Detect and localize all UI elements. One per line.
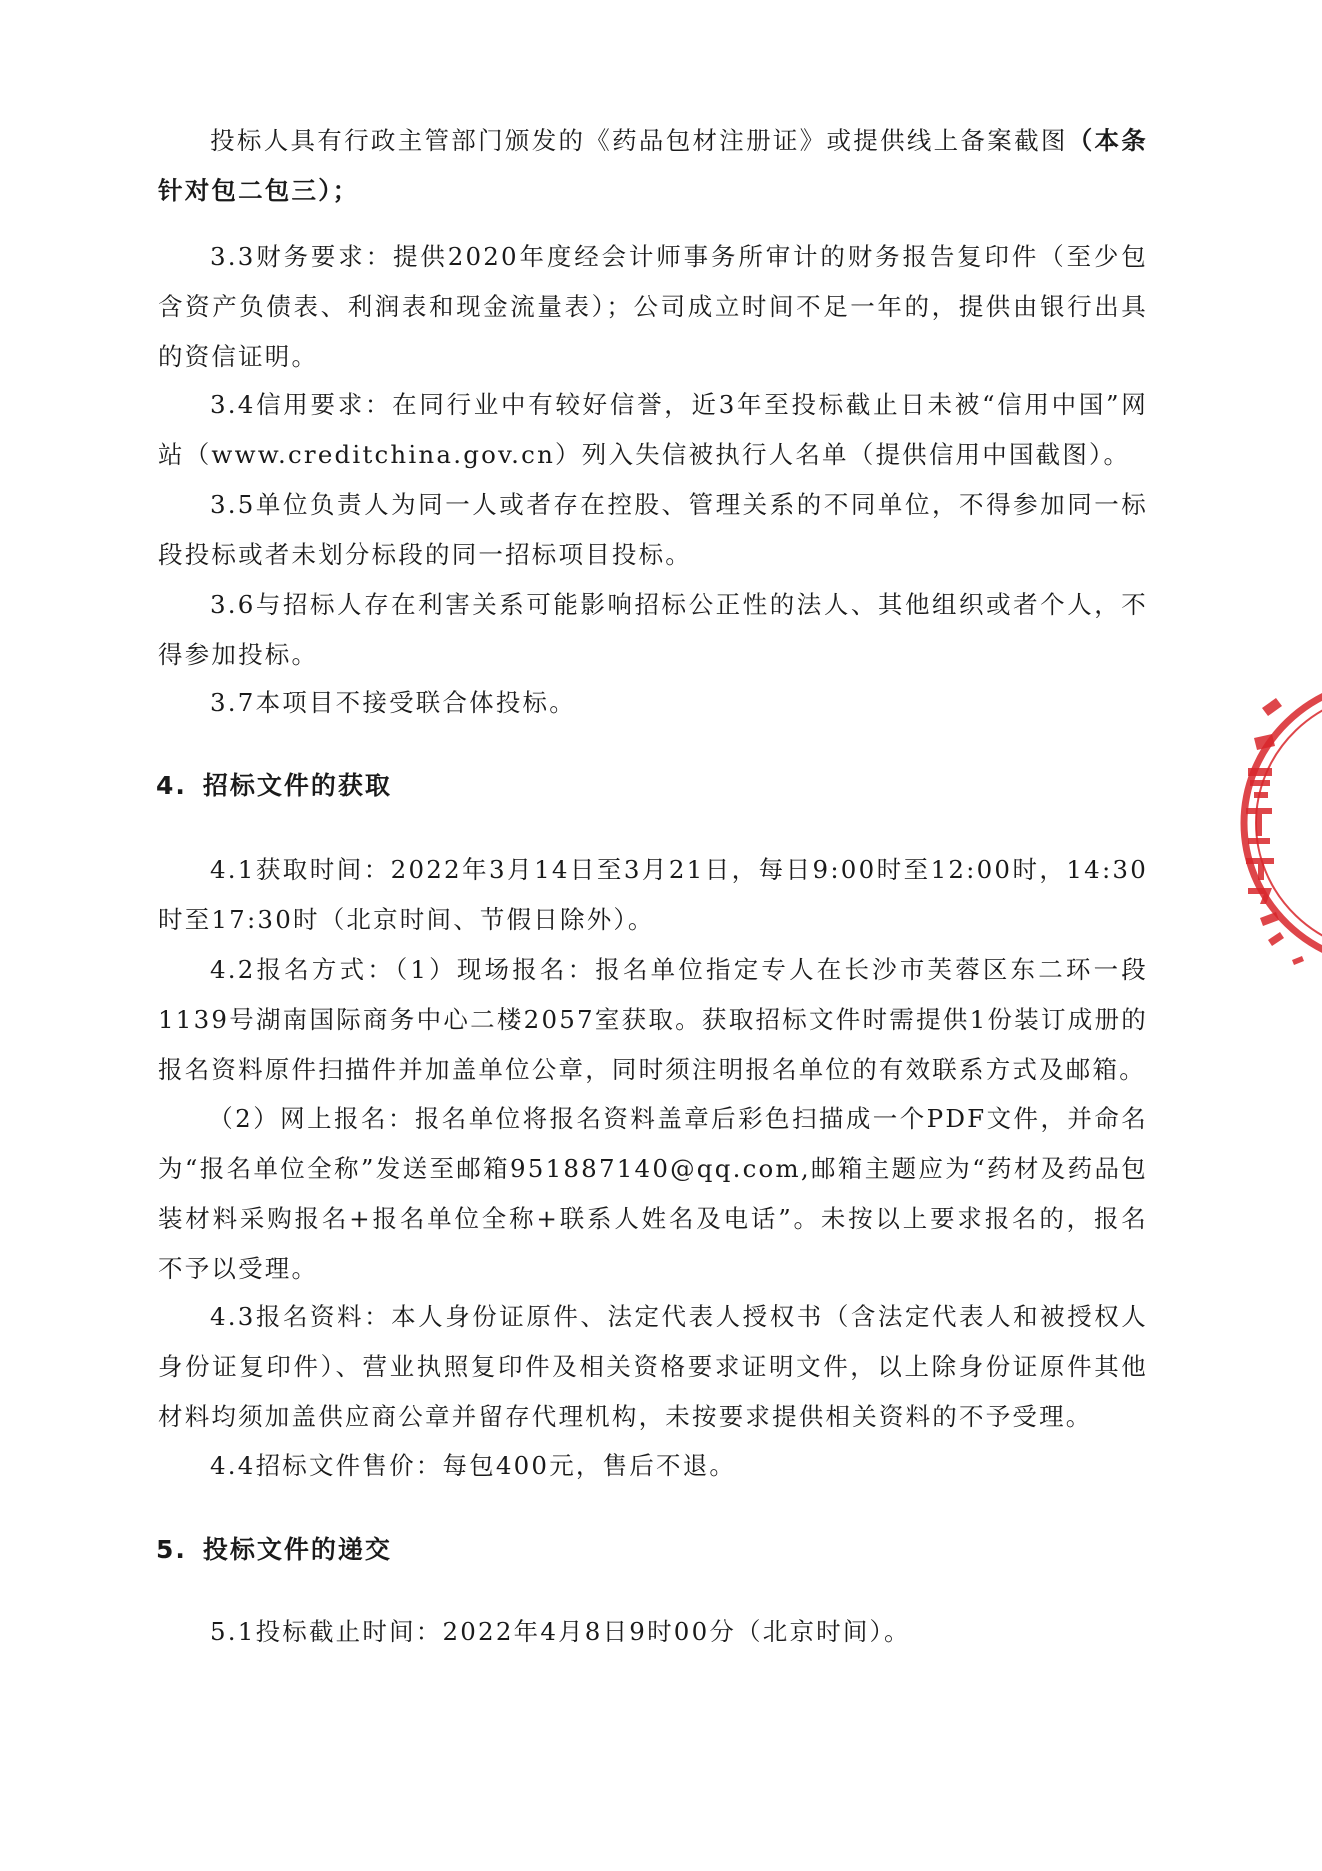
section-heading-5 (156, 1530, 392, 1570)
license-note-bold: （本条针对包二包三）； (158, 126, 1148, 205)
para-3-6-text: 3.6与招标人存在利害关系可能影响招标公正性的法人、其他组织或者个人，不得参加投标。 (158, 590, 1148, 669)
paragraph-4-1 (158, 845, 1148, 945)
paragraph-5-1 (158, 1607, 1148, 1657)
paragraph-4-3 (158, 1292, 1148, 1442)
paragraph-3-5 (158, 480, 1148, 580)
paragraph-4-4 (158, 1441, 1148, 1491)
paragraph-3-4 (158, 380, 1148, 480)
heading-5-number: 5. (156, 1535, 187, 1564)
para-5-1-text: 5.1投标截止时间：2022年4月8日9时00分（北京时间）。 (210, 1617, 911, 1646)
para-3-3-text: 3.3财务要求：提供2020年度经会计师事务所审计的财务报告复印件（至少包含资产负债表、利润表和现金流量表）；公司成立时间不足一年的，提供由银行出具的资信证明。 (158, 242, 1148, 371)
heading-5-title: 投标文件的递交 (202, 1535, 392, 1564)
para-4-1-text: 4.1获取时间：2022年3月14日至3月21日，每日9:00时至12:00时，14:30时至17:30时（北京时间、节假日除外）。 (158, 855, 1148, 934)
para-3-5-text: 3.5单位负责人为同一人或者存在控股、管理关系的不同单位，不得参加同一标段投标或者未划分标段的同一招标项目投标。 (158, 490, 1148, 569)
heading-4-title: 招标文件的获取 (202, 771, 392, 800)
para-4-2-online-text: （2）网上报名：报名单位将报名资料盖章后彩色扫描成一个PDF文件，并命名为“报名单位全称”发送至邮箱951887140@qq.com,邮箱主题应为“药材及药品包装材料采购报名+报名单位全称+联系人姓名及电话”。未按以上要求报名的，报名不予以受理。 (158, 1104, 1148, 1283)
paragraph-license-requirement (158, 116, 1148, 216)
para-3-4-text: 3.4信用要求：在同行业中有较好信誉，近3年至投标截止日未被“信用中国”网站（www.creditchina.gov.cn）列入失信被执行人名单（提供信用中国截图）。 (158, 390, 1148, 469)
paragraph-3-6 (158, 580, 1148, 680)
license-text: 投标人具有行政主管部门颁发的《药品包材注册证》或提供线上备案截图 (210, 126, 1068, 155)
paragraph-3-3 (158, 232, 1148, 382)
paragraph-3-7 (158, 678, 1148, 728)
section-heading-4 (156, 766, 392, 806)
company-seal-stamp (1232, 668, 1322, 978)
para-3-7-text: 3.7本项目不接受联合体投标。 (210, 688, 576, 717)
heading-4-number: 4. (156, 771, 187, 800)
para-4-4-text: 4.4招标文件售价：每包400元，售后不退。 (210, 1451, 737, 1480)
paragraph-4-2 (158, 945, 1148, 1095)
para-4-2-text: 4.2报名方式：（1）现场报名：报名单位指定专人在长沙市芙蓉区东二环一段1139号湖南国际商务中心二楼2057室获取。获取招标文件时需提供1份装订成册的报名资料原件扫描件并加盖单位公章，同时须注明报名单位的有效联系方式及邮箱。 (158, 955, 1148, 1084)
paragraph-4-2-online (158, 1094, 1148, 1294)
para-4-3-text: 4.3报名资料：本人身份证原件、法定代表人授权书（含法定代表人和被授权人身份证复印件）、营业执照复印件及相关资格要求证明文件，以上除身份证原件其他材料均须加盖供应商公章并留存代理机构，未按要求提供相关资料的不予受理。 (158, 1302, 1148, 1431)
